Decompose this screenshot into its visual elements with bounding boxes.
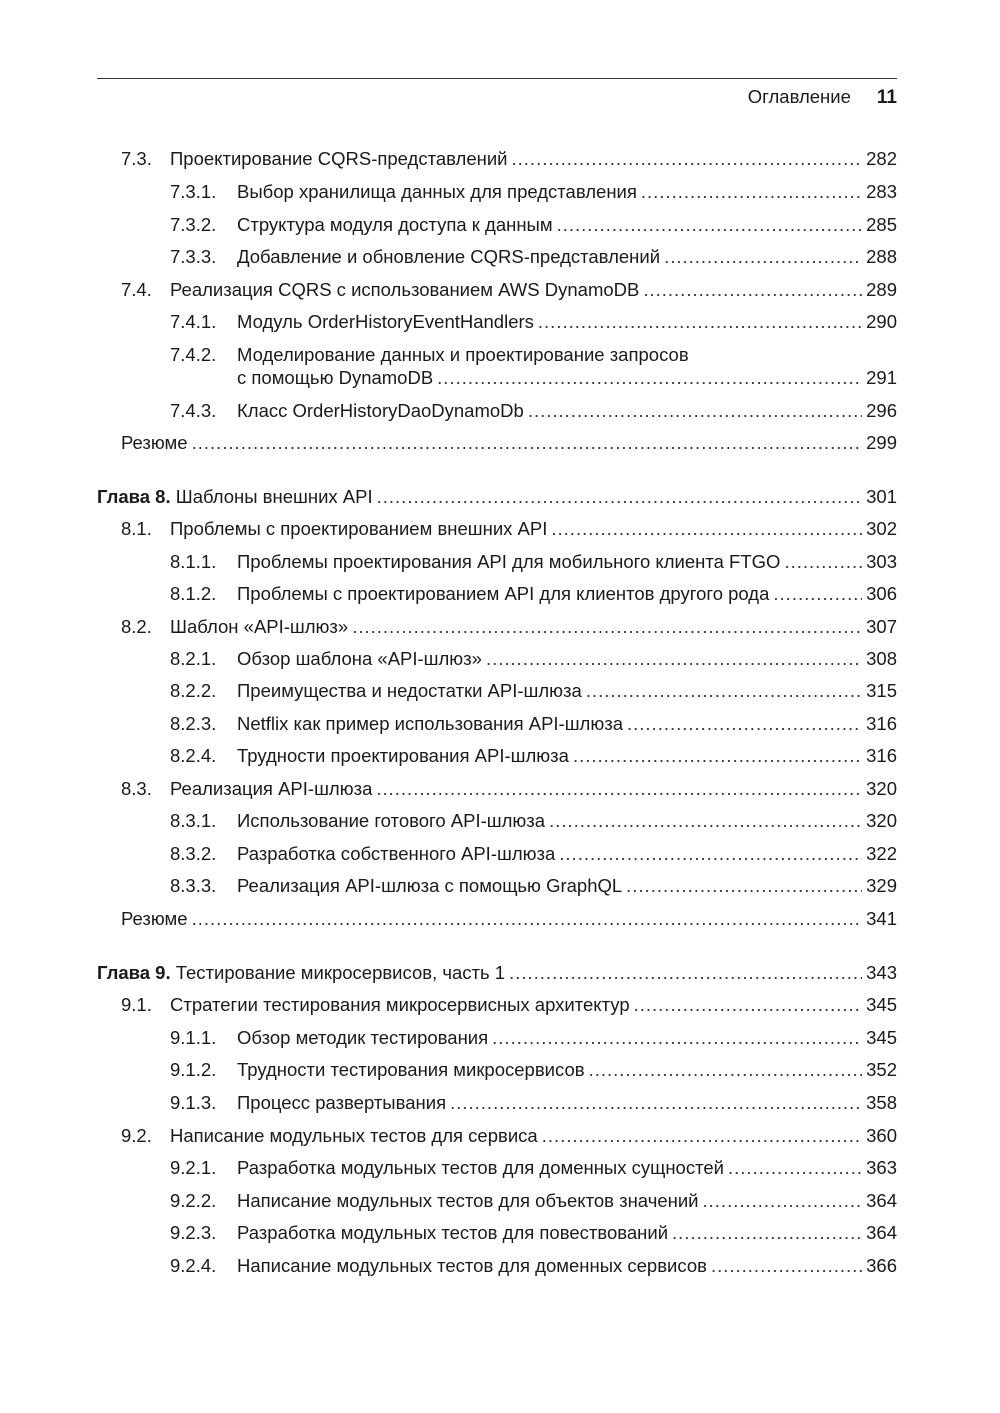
toc-entry-number: 8.2.1.	[170, 648, 217, 669]
toc-entry-page: 343	[866, 962, 897, 983]
toc-entry[interactable]	[170, 744, 897, 768]
toc-entry-number: 9.1.3.	[170, 1092, 217, 1113]
toc-entry-page: 316	[866, 745, 897, 766]
toc-entry[interactable]	[170, 679, 897, 703]
toc-entry[interactable]	[170, 343, 897, 367]
toc-entry-number: 7.4.3.	[170, 400, 217, 421]
toc-entry-number: 9.2.3.	[170, 1222, 217, 1243]
toc-entry-page: 360	[866, 1125, 897, 1146]
dot-leader	[586, 679, 862, 703]
toc-entry-number: 7.4.1.	[170, 311, 217, 332]
toc-entry-number: 9.2.	[121, 1125, 152, 1146]
toc-entry-number: 8.2.3.	[170, 713, 217, 734]
toc-entry[interactable]	[170, 1091, 897, 1115]
toc-entry-number: 8.3.1.	[170, 810, 217, 831]
toc-entry[interactable]	[121, 907, 897, 931]
toc-entry-page: 290	[866, 311, 897, 332]
toc-entry-title: Реализация API-шлюза	[170, 778, 373, 799]
toc-entry-title: Модуль OrderHistoryEventHandlers	[237, 311, 534, 332]
toc-entry-number: 8.1.2.	[170, 583, 217, 604]
toc-entry[interactable]	[170, 874, 897, 898]
toc-entry-title: Написание модульных тестов для доменных сервисов	[237, 1255, 707, 1276]
toc-entry-page: 366	[866, 1255, 897, 1276]
toc-entry-page: 320	[866, 810, 897, 831]
chapter-number: Глава 9.	[97, 962, 171, 983]
toc-entry-number: 8.3.	[121, 778, 152, 799]
dot-leader	[672, 1221, 862, 1245]
toc-entry[interactable]	[170, 1189, 897, 1213]
dot-leader	[703, 1189, 863, 1213]
toc-entry-continuation	[237, 366, 897, 390]
toc-entry[interactable]	[170, 647, 897, 671]
dot-leader	[437, 366, 862, 390]
dot-leader	[542, 1124, 862, 1148]
toc-entry-page: 320	[866, 778, 897, 799]
dot-leader	[192, 431, 863, 455]
dot-leader	[643, 278, 862, 302]
toc-entry-page: 358	[866, 1092, 897, 1113]
dot-leader	[589, 1058, 863, 1082]
toc-entry-page: 302	[866, 518, 897, 539]
toc-entry-page: 285	[866, 214, 897, 235]
toc-entry-page: 363	[866, 1157, 897, 1178]
toc-entry-title: Обзор шаблона «API-шлюз»	[237, 648, 482, 669]
toc-entry-number: 8.3.3.	[170, 875, 217, 896]
toc-entry-page: 306	[866, 583, 897, 604]
toc-entry-page: 283	[866, 181, 897, 202]
toc-entry[interactable]	[170, 1058, 897, 1082]
toc-entry-number: 9.2.1.	[170, 1157, 217, 1178]
toc-entry[interactable]	[170, 1254, 897, 1278]
toc-entry-number: 9.2.4.	[170, 1255, 217, 1276]
toc-entry-title: Netflix как пример использования API-шлюза	[237, 713, 623, 734]
running-head-section: Оглавление	[747, 86, 851, 107]
toc-entry-page: 364	[866, 1222, 897, 1243]
toc-entry-page: 364	[866, 1190, 897, 1211]
dot-leader	[551, 517, 862, 541]
toc-entry-title: Преимущества и недостатки API-шлюза	[237, 680, 582, 701]
toc-entry[interactable]	[121, 278, 897, 302]
chapter-number: Глава 8.	[97, 486, 171, 507]
toc-entry-page: 345	[866, 994, 897, 1015]
toc-entry-title: Разработка собственного API-шлюза	[237, 843, 556, 864]
toc-entry-page: 322	[866, 843, 897, 864]
dot-leader	[664, 245, 862, 269]
toc-entry[interactable]	[170, 1156, 897, 1180]
toc-entry[interactable]	[121, 615, 897, 639]
toc-entry-title: Написание модульных тестов для сервиса	[170, 1125, 538, 1146]
dot-leader	[528, 399, 862, 423]
toc-entry-page: 291	[866, 367, 897, 388]
toc-entry-title: Разработка модульных тестов для повествований	[237, 1222, 669, 1243]
toc-entry-number: 7.3.2.	[170, 214, 217, 235]
dot-leader	[641, 180, 862, 204]
header-rule	[97, 78, 897, 79]
toc-entry[interactable]	[97, 485, 897, 509]
toc-entry[interactable]	[97, 961, 897, 985]
toc-entry-page: 303	[866, 551, 897, 572]
dot-leader	[559, 842, 862, 866]
toc-entry-page: 345	[866, 1027, 897, 1048]
toc-entry-number: 8.2.4.	[170, 745, 217, 766]
dot-leader	[192, 907, 863, 931]
toc-entry-page: 289	[866, 279, 897, 300]
dot-leader	[627, 712, 862, 736]
dot-leader	[728, 1156, 862, 1180]
toc-entry-number: 7.3.3.	[170, 246, 217, 267]
toc-entry[interactable]	[170, 245, 897, 269]
toc-entry[interactable]	[121, 517, 897, 541]
toc-entry-page: 308	[866, 648, 897, 669]
toc-entry-page: 341	[866, 908, 897, 929]
toc-entry[interactable]	[170, 213, 897, 237]
toc-entry-number: 8.2.	[121, 616, 152, 637]
dot-leader	[626, 874, 862, 898]
dot-leader	[509, 961, 862, 985]
toc-entry-title: Резюме	[121, 432, 188, 453]
toc-entry[interactable]	[170, 1026, 897, 1050]
toc-entry-title: Выбор хранилища данных для представления	[237, 181, 637, 202]
toc-entry[interactable]	[170, 180, 897, 204]
toc-entry-number: 9.2.2.	[170, 1190, 217, 1211]
dot-leader	[634, 993, 863, 1017]
toc-entry[interactable]	[170, 712, 897, 736]
toc-entry-title: Глава 8. Шаблоны внешних API	[97, 486, 373, 507]
toc-entry-title: Структура модуля доступа к данным	[237, 214, 553, 235]
toc-entry-number: 8.1.1.	[170, 551, 217, 572]
toc-entry-number: 9.1.1.	[170, 1027, 217, 1048]
toc-entry[interactable]	[121, 431, 897, 455]
running-head	[97, 86, 897, 109]
toc-entry-title: Резюме	[121, 908, 188, 929]
dot-leader	[773, 582, 862, 606]
dot-leader	[538, 310, 862, 334]
toc-entry[interactable]	[121, 1124, 897, 1148]
toc-entry-number: 7.4.	[121, 279, 152, 300]
toc-entry[interactable]	[170, 809, 897, 833]
dot-leader	[512, 147, 863, 171]
toc-entry-page: 307	[866, 616, 897, 637]
toc-entry[interactable]	[170, 399, 897, 423]
toc-entry-title: Класс OrderHistoryDaoDynamoDb	[237, 400, 524, 421]
toc-entry-page: 296	[866, 400, 897, 421]
toc-entry-title: Моделирование данных и проектирование запросов	[237, 344, 689, 365]
toc-entry-page: 329	[866, 875, 897, 896]
toc-entry-number: 8.3.2.	[170, 843, 217, 864]
toc-entry-title: Проблемы проектирования API для мобильного клиента FTGO	[237, 551, 781, 572]
dot-leader	[376, 777, 862, 801]
toc-entry-title: Шаблон «API-шлюз»	[170, 616, 349, 637]
toc-entry-page: 315	[866, 680, 897, 701]
toc-entry-title: Процесс развертывания	[237, 1092, 447, 1113]
toc-entry-page: 299	[866, 432, 897, 453]
dot-leader	[450, 1091, 862, 1115]
toc-entry-number: 7.4.2.	[170, 344, 217, 365]
dot-leader	[711, 1254, 862, 1278]
toc-entry[interactable]	[170, 1221, 897, 1245]
toc-entry-title: Проблемы с проектированием внешних API	[170, 518, 548, 539]
dot-leader	[492, 1026, 862, 1050]
running-head-page-number: 11	[876, 87, 897, 108]
toc-entry-page: 352	[866, 1059, 897, 1080]
toc-entry[interactable]	[170, 842, 897, 866]
toc-entry-title: Стратегии тестирования микросервисных архитектур	[170, 994, 630, 1015]
dot-leader	[352, 615, 862, 639]
toc-entry-title: Проблемы с проектированием API для клиентов другого рода	[237, 583, 770, 604]
toc-entry[interactable]	[170, 310, 897, 334]
toc-entry-title: Трудности тестирования микросервисов	[237, 1059, 585, 1080]
dot-leader	[557, 213, 863, 237]
toc-entry-number: 8.2.2.	[170, 680, 217, 701]
dot-leader	[377, 485, 863, 509]
toc-entry-title: Написание модульных тестов для объектов значений	[237, 1190, 699, 1211]
toc-entry-number: 9.1.	[121, 994, 152, 1015]
toc-entry-page: 316	[866, 713, 897, 734]
toc-entry-page: 282	[866, 148, 897, 169]
toc-entry-number: 8.1.	[121, 518, 152, 539]
toc-entry-title: Использование готового API-шлюза	[237, 810, 546, 831]
dot-leader	[549, 809, 862, 833]
toc-entry-title: Глава 9. Тестирование микросервисов, часть 1	[97, 962, 506, 983]
toc-entry-title: Обзор методик тестирования	[237, 1027, 489, 1048]
toc-entry-number: 7.3.1.	[170, 181, 217, 202]
toc-entry-page: 288	[866, 246, 897, 267]
toc-entry-page: 301	[866, 486, 897, 507]
toc-entry-title: Проектирование CQRS-представлений	[170, 148, 508, 169]
toc-entry-title-line2: с помощью DynamoDB	[237, 367, 434, 388]
toc-entry[interactable]	[121, 147, 897, 171]
toc-entry[interactable]	[170, 582, 897, 606]
toc-entry[interactable]	[121, 777, 897, 801]
toc-entry-number: 9.1.2.	[170, 1059, 217, 1080]
dot-leader	[573, 744, 862, 768]
toc-entry-title: Реализация API-шлюза с помощью GraphQL	[237, 875, 623, 896]
toc-entry[interactable]	[170, 550, 897, 574]
toc-entry-title: Разработка модульных тестов для доменных сущностей	[237, 1157, 724, 1178]
dot-leader	[784, 550, 862, 574]
toc-entry-number: 7.3.	[121, 148, 152, 169]
toc-entry-title: Добавление и обновление CQRS-представлений	[237, 246, 661, 267]
toc-entry[interactable]	[121, 993, 897, 1017]
dot-leader	[486, 647, 862, 671]
toc-entry-title: Трудности проектирования API-шлюза	[237, 745, 569, 766]
toc-entry-title: Реализация CQRS с использованием AWS DynamoDB	[170, 279, 640, 300]
